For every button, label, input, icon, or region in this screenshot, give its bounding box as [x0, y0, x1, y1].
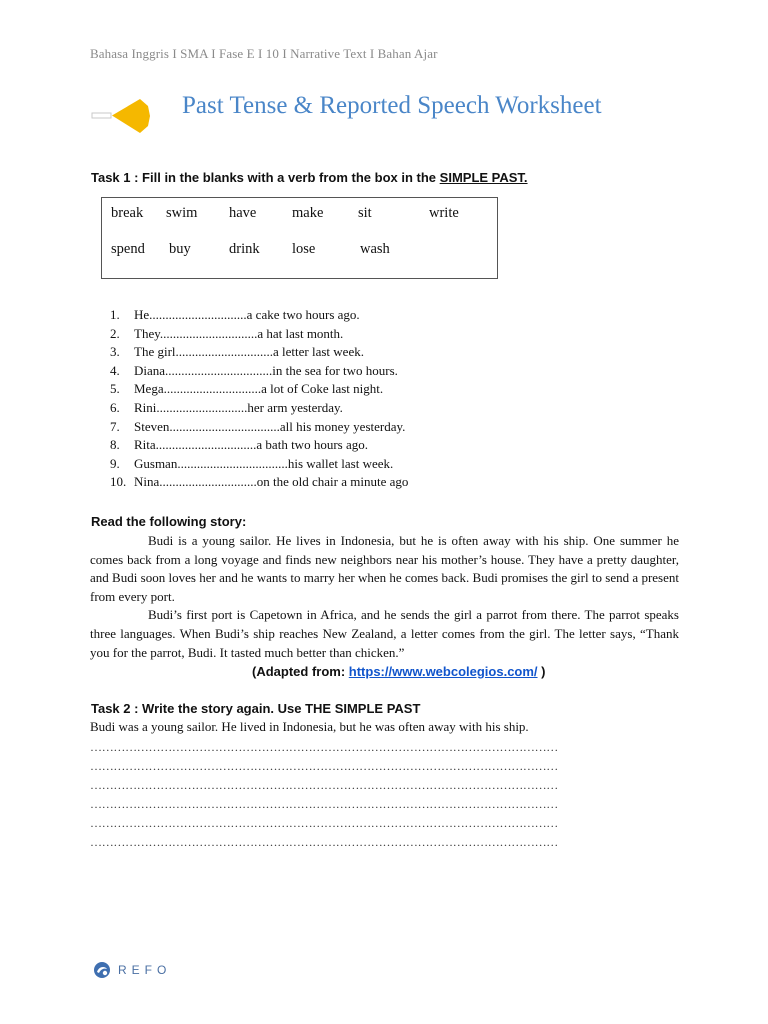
page-header: Bahasa Inggris I SMA I Fase E I 10 I Narrative Text I Bahan Ajar — [90, 46, 438, 61]
item-text: They..............................a hat last month. — [134, 325, 344, 341]
verb: drink — [229, 241, 260, 257]
list-item — [110, 455, 408, 474]
refo-logo-icon — [92, 960, 112, 980]
answer-line[interactable]: ………………………………………………………………………………………………………… — [90, 816, 559, 830]
story-paragraph: Budi’s first port is Capetown in Africa, and he sends the girl a parrot from there. The parrot speaks three languages. When Budi’s ship reaches New Zealand, a letter comes from the girl. The letter says, “Thank you for the parrot, Budi. It tasted much better than chicken.” — [90, 607, 679, 660]
item-text: Diana.................................in the sea for two hours. — [134, 362, 398, 378]
item-number: 3. — [110, 344, 120, 360]
footer-brand: REFO — [118, 963, 172, 977]
source-prefix: (Adapted from: — [252, 664, 349, 679]
answer-line[interactable]: ………………………………………………………………………………………………………… — [90, 835, 559, 849]
verb: have — [229, 205, 257, 221]
answer-line[interactable]: ………………………………………………………………………………………………………… — [90, 797, 559, 811]
story-paragraph: Budi is a young sailor. He lives in Indonesia, but he is often away with his ship. One summer he comes back from a long voyage and finds new neighbors near his mother’s house. They have a pretty daughter, and Budi soon loves her and he wants to marry her when he comes back. Budi promises the girl to send a present from every port. — [90, 533, 679, 604]
item-text: Steven..................................all his money yesterday. — [134, 418, 406, 434]
list-item — [110, 380, 408, 399]
answer-line[interactable]: ………………………………………………………………………………………………………… — [90, 778, 559, 792]
item-number: 5. — [110, 381, 120, 397]
item-text: Mega..............................a lot of Coke last night. — [134, 381, 384, 397]
item-number: 4. — [110, 362, 120, 378]
verb: lose — [292, 241, 316, 257]
verb: sit — [358, 205, 372, 221]
task1-prefix: Task 1 : Fill in the blanks with a verb from the box in the — [91, 170, 440, 185]
item-number: 2. — [110, 325, 120, 341]
list-item — [110, 473, 408, 492]
exercise-list — [110, 306, 408, 492]
list-item — [110, 306, 408, 325]
answer-line[interactable]: ………………………………………………………………………………………………………… — [90, 759, 559, 773]
source-link[interactable]: https://www.webcolegios.com/ — [348, 664, 538, 679]
list-item — [110, 362, 408, 381]
task1-emphasis: SIMPLE PAST. — [439, 170, 528, 185]
page-title: Past Tense & Reported Speech Worksheet — [182, 92, 602, 119]
source-note — [252, 664, 546, 679]
item-text: Gusman..................................his wallet last week. — [134, 455, 394, 471]
item-number: 8. — [110, 437, 120, 453]
task1-heading — [91, 170, 528, 185]
megaphone-icon — [90, 96, 154, 136]
item-number: 1. — [110, 307, 120, 322]
verb: swim — [166, 205, 198, 221]
verb: make — [292, 205, 324, 221]
list-item — [110, 436, 408, 455]
verb: buy — [169, 241, 191, 257]
list-item — [110, 343, 408, 362]
verb: spend — [111, 241, 145, 257]
list-item — [110, 418, 408, 437]
item-text: He..............................a cake two hours ago. — [134, 307, 360, 322]
item-text: Rini............................her arm yesterday. — [134, 399, 343, 415]
story-body — [90, 532, 679, 662]
verb-box — [101, 197, 498, 279]
item-text: Rita...............................a bath two hours ago. — [134, 437, 368, 453]
item-number: 9. — [110, 455, 120, 471]
source-suffix: ) — [537, 664, 546, 679]
story-heading: Read the following story: — [91, 514, 247, 529]
verb: write — [429, 205, 459, 221]
item-number: 7. — [110, 418, 120, 434]
answer-lines — [90, 740, 620, 854]
task2-example-line: Budi was a young sailor. He lived in Indonesia, but he was often away with his ship. — [90, 719, 529, 734]
list-item — [110, 325, 408, 344]
answer-line[interactable]: ………………………………………………………………………………………………………… — [90, 740, 559, 754]
item-text: The girl..............................a letter last week. — [134, 344, 364, 360]
footer-logo — [92, 960, 171, 980]
item-number: 6. — [110, 399, 120, 415]
task2-heading: Task 2 : Write the story again. Use THE SIMPLE PAST — [91, 701, 421, 716]
verb: wash — [360, 241, 390, 257]
item-number: 10. — [110, 474, 127, 490]
verb: break — [111, 205, 144, 221]
item-text: Nina..............................on the old chair a minute ago — [134, 474, 409, 490]
list-item — [110, 399, 408, 418]
